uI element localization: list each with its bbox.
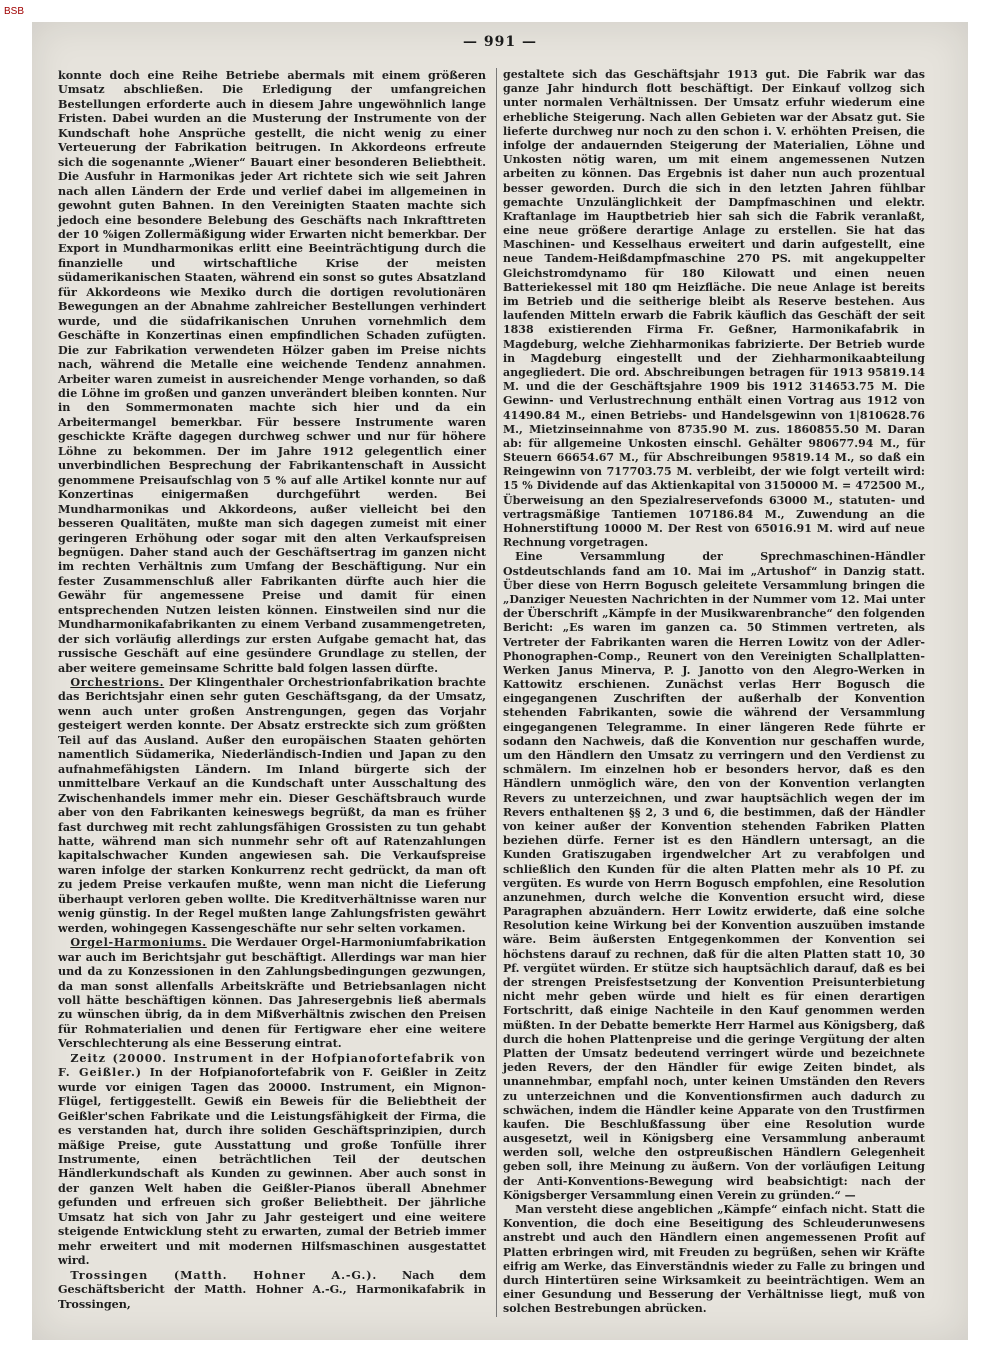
closing-paragraph: Man versteht diese angeblichen „Kämpfe“ einfach nicht. Statt die Konvention, die doch eine Beseitigung des Schleuderunwesens anstrebt und auch den Händlern einen angemessenen Profit auf Platten erbringen wird, mit Freuden zu begrüßen, sehen wir Kräfte eifrig am Werke, das Einverständnis wieder zu Falle zu bringen und durch Hintertüren seine Wirksamkeit zu beeinträchtigen. Wem an einer Gesundung und Besserung der Verhältnisse liegt, muß von solchen Bestrebungen abrücken. bbox=[503, 1203, 925, 1316]
zeitz-heading: Zeitz (20000. Instrument in der Hofpianofortefabrik von F. Geißler.) bbox=[58, 1050, 486, 1080]
orchestrions-heading: Orchestrions. bbox=[70, 675, 165, 690]
orchestrions-paragraph bbox=[58, 675, 486, 935]
harmonika-paragraph: konnte doch eine Reihe Betriebe abermals mit einem größeren Umsatz abschließen. Die Erledigung der umfangreichen Bestellungen erforderte auch in diesem Jahre ungewöhnlich lange Fristen. Dabei wurden an die Musterung der Instrumente von der Kundschaft hohe Ansprüche gestellt, die nicht wenig zu einer Verteuerung der Fabrikation beitrugen. In Akkordeons erfreute sich die sogenannte „Wiener“ Bauart einer besonderen Beliebtheit. Die Ausfuhr in Harmonikas jeder Art richtete sich wie seit Jahren nach allen Ländern der Erde und verlief dabei im allgemeinen in gewohnt guten Bahnen. In den Vereinigten Staaten machte sich jedoch eine besondere Belebung des Geschäfts nach Inkrafttreten der 10 %igen Zollermäßigung wider Erwarten nicht bemerkbar. Der Export in Mundharmonikas erlitt eine Beeinträchtigung durch die finanzielle und wirtschaftliche Krise der meisten südamerikanischen Staaten, während ein sonst so gutes Absatzland für Akkordeons wie Mexiko durch die dortigen revolutionären Bewegungen an der Abnahme zahlreicher Bestellungen verhindert wurde, und die südafrikanischen Unruhen vornehmlich dem Geschäfte in Konzertinas einen empfindlichen Schaden zufügten. Die zur Fabrikation verwendeten Hölzer gaben im Preise nichts nach, während die Metalle eine weichende Tendenz annahmen. Arbeiter waren zumeist in ausreichender Menge vorhanden, so daß die Löhne im großen und ganzen unverändert bleiben konnten. Nur in den Sommermonaten machte sich hier und da ein Arbeitermangel bemerkbar. Für bessere Instrumente waren geschickte Kräfte dagegen durchweg schwer und nur für höhere Löhne zu bekommen. Der im Jahre 1912 gelegentlich einer unverbindlichen Besprechung der Fabrikantenschaft in Aussicht genommene Preisaufschlag von 5 % auf alle Artikel konnte nur auf Konzertinas einigermaßen durchgeführt werden. Bei Mundharmonikas und Akkordeons, außer vielleicht bei den besseren Qualitäten, mußte man sich dagegen zumeist mit einer geringeren Erhöhung oder sogar mit den alten Verkaufspreisen begnügen. Daher stand auch der Geschäftsertrag im ganzen nicht im rechten Verhältnis zum Umfang der Beschäftigung. Nur ein fester Zusammenschluß aller Fabrikanten dürfte auch hier die Gewähr für angemessene Preise und damit für einen entsprechenden Nutzen leisten können. Einstweilen sind nur die Mundharmonikafabrikanten zu einem Verband zusammengetreten, der sich vorläufig allerdings zur ersten Aufgabe gemacht hat, das russische Geschäft auf eine gesündere Grundlage zu stellen, der aber weitere gemeinsame Schritte bald folgen lassen dürfte. bbox=[58, 68, 486, 675]
orgel-heading: Orgel-Harmoniums. bbox=[70, 935, 207, 950]
versammlung-text: fand am 10. Mai im „Artushof“ in Danzig statt. Über diese von Herrn Bogusch geleitete Versammlung bringen die „Danziger Neuesten Nachrichten in der Nummer vom 12. Mai unter der Überschrift „Kämpfe in der Musikwarenbranche“ den folgenden Bericht: „Es waren im ganzen ca. 50 Stimmen vertreten, als Vertreter der Fabrikanten waren die Herren Lowitz von der Adler-Phonographen-Comp., Reunert von den Vereinigten Schallplatten-Werken Janus Minerva, P. J. Janotto von den Alegro-Werken in Kattowitz erschienen. Zunächst verlas Herr Bogusch die eingegangenen Zuschriften der außerhalb der Konvention stehenden Fabrikanten, sowie die während der Versammlung eingegangenen Telegramme. In einer längeren Rede führte er sodann den Nachweis, daß die Konvention nur geschaffen wurde, um den Händlern den Umsatz zu verringern und den Verdienst zu schmälern. Im einzelnen hob er besonders hervor, daß es den Händlern unmöglich wäre, den von der Konvention verlangten Revers zu unterzeichnen, und zwar hauptsächlich wegen der im Revers enthaltenen §§ 2, 3 und 6, die bestimmen, daß der Händler von keiner außer der Konvention stehenden Fabriken Platten beziehen dürfe. Ferner ist es den Händlern untersagt, an die Kunden Gratiszugaben irgendwelcher Art zu verabfolgen und schließlich den Kunden für die alten Platten mehr als 10 Pf. zu vergüten. Es wurde von Herrn Bogusch empfohlen, eine Resolution anzunehmen, durch welche die Konvention ersucht wird, diese Paragraphen abzuändern. Herr Lowitz erwiderte, daß eine solche Resolution keine Wirkung bei der Konvention auszuüben imstande wäre. Beim äußersten Entgegenkommen der Konvention sei höchstens darauf zu rechnen, daß für die alten Platten statt 10, 30 Pf. vergütet würden. Er stütze sich hauptsächlich darauf, daß es bei der strengen Preisfestsetzung der Konvention Preisunterbietung nicht mehr geben würde und hielt es für einen derartigen Fortschritt, daß einige Nachteile in den Kauf genommen werden müßten. In der Debatte bemerkte Herr Harmel aus Königsberg, daß durch die hohen Plattenpreise und die geringe Vergütung der alten Platten der Umsatz bedeutend verringert würde und bezeichnete jeden Revers, der den Händler für ewige Zeiten bindet, als unannehmbar, empfahl noch, unter keinen Umständen den Revers zu unterzeichnen und die Konventionsfirmen auch dadurch zu schwächen, indem die Händler keine Apparate von den Trustfirmen kaufen. Die Beschlußfassung über eine Resolution wurde ausgesetzt, weil in Königsberg eine Versammlung anberaumt werden soll, welche den ostpreußischen Händlern Gelegenheit geben soll, ihre Meinung zu äußern. Von der vorläufigen Leitung der Anti-Konventions-Bewegung wird beabsichtigt: nach der Königsberger Versammlung einen Verein zu gründen.“ — bbox=[503, 564, 925, 1202]
zeitz-text: In der Hofpianofortefabrik von F. Geißler in Zeitz wurde vor einigen Tagen das 20000. Instrument, ein Mignon-Flügel, fertiggestellt. Gewiß ein Beweis für die Beliebtheit der Geißler'schen Fabrikate und die Leistungsfähigkeit der Firma, die es verstanden hat, durch ihre soliden Geschäftsprinzipien, durch mäßige Preise, gute Ausstattung und große Tonfülle ihrer Instrumente, einen beträchtlichen Teil der deutschen Händlerkundschaft als Kunden zu gewinnen. Aber auch sonst in der ganzen Welt haben die Geißler-Pianos überall Abnehmer gefunden und erfreuen sich großer Beliebtheit. Der jährliche Umsatz hat sich von Jahr zu Jahr gesteigert und eine weitere steigende Entwicklung steht zu erwarten, zumal der Betrieb immer mehr erweitert und mit modernen Hilfsmaschinen ausgestattet wird. bbox=[58, 1065, 486, 1268]
right-column bbox=[496, 68, 925, 1317]
orgel-text: Die Werdauer Orgel-Harmoniumfabrikation war auch im Berichtsjahr gut beschäftigt. Allerdings war man hier und da zu Konzessionen in den Zahlungsbedingungen gezwungen, da man sonst allenfalls Arbeitskräfte und Betriebsanlagen nicht voll hätte beschäftigen können. Das Jahresergebnis ließ abermals zu wünschen übrig, da in dem Mißverhältnis zwischen den Preisen für Rohmaterialien und denen für Fertigware eher eine weitere Verschlechterung als eine Besserung eintrat. bbox=[58, 935, 486, 1051]
trossingen-text: Nach dem Geschäftsbericht der Matth. Hohner A.-G., Harmonikafabrik in Trossingen, bbox=[58, 1267, 486, 1311]
orgel-paragraph bbox=[58, 935, 486, 1051]
left-column bbox=[58, 68, 486, 1311]
trossingen-paragraph bbox=[58, 1268, 486, 1311]
orchestrions-text: Der Klingenthaler Orchestrionfabrikation brachte das Berichtsjahr einen sehr guten Geschäftsgang, da der Umsatz, wenn auch unter großen Anstrengungen, gegen das Vorjahr gesteigert werden konnte. Der Absatz erstreckte sich zum größten Teil auf das Ausland. Außer den europäischen Staaten gehörten namentlich Südamerika, Niederländisch-Indien und Japan zu den aufnahmefähigsten Ländern. Im Inland bürgerte sich der unmittelbare Verkauf an die Kundschaft unter Ausschaltung des Zwischenhandels immer mehr ein. Dieser Geschäftsbrauch wurde aber von den Fabrikanten keineswegs begrüßt, da man es früher fast durchweg mit recht zahlungsfähigen Grossisten zu tun gehabt hatte, während man sich nunmehr sehr oft auf Ratenzahlungen kapitalschwacher Kunden angewiesen sah. Die Verkaufspreise waren infolge der starken Konkurrenz recht gedrückt, da man oft zu jedem Preise verkaufen mußte, wenn man nicht die Lieferung überhaupt verloren geben wollte. Die Kreditverhältnisse waren nur wenig günstig. In der Regel mußten lange Zahlungsfristen gewährt werden, wohingegen Kassengeschäfte nur sehr selten vorkamen. bbox=[58, 675, 486, 935]
bsb-watermark: BSB bbox=[4, 6, 25, 17]
zeitz-paragraph bbox=[58, 1051, 486, 1268]
page-number: — 991 — bbox=[463, 34, 537, 50]
versammlung-paragraph bbox=[503, 550, 925, 1203]
versammlung-heading: Eine Versammlung der Sprechmaschinen-Händler Ostdeutschlands bbox=[503, 550, 925, 578]
scanned-page bbox=[32, 22, 968, 1340]
hohner-paragraph: gestaltete sich das Geschäftsjahr 1913 gut. Die Fabrik war das ganze Jahr hindurch flott beschäftigt. Der Einkauf vollzog sich unter normalen Verhältnissen. Der Umsatz erfuhr wiederum eine erhebliche Steigerung. Nach allen Gebieten war der Absatz gut. Sie lieferte durchweg nur noch zu den schon i. V. erhöhten Preisen, die infolge der andauernden Steigerung der Materialien, Löhne und Unkosten nötig waren, um mit einem angemessenen Nutzen arbeiten zu können. Das Ergebnis ist daher nun auch prozentual besser geworden. Durch die sich in den letzten Jahren fühlbar gemachte Unzulänglichkeit der Dampfmaschinen und elektr. Kraftanlage im Hauptbetrieb hier sah sich die Fabrik veranlaßt, eine neue größere derartige Anlage zu erstellen. Sie hat das Maschinen- und Kesselhaus erweitert und darin aufgestellt, eine neue Tandem-Heißdampfmaschine 270 PS. mit angekuppelter Gleichstromdynamo für 180 Kilowatt und einen neuen Batteriekessel mit 180 qm Heizfläche. Die neue Anlage ist bereits im Betrieb und die seitherige bleibt als Reserve bestehen. Aus laufenden Mitteln erwarb die Fabrik käuflich das Geschäft der seit 1838 existierenden Firma Fr. Geßner, Harmonikafabrik in Magdeburg, welche Ziehharmonikas fabrizierte. Der Betrieb wurde in Magdeburg eingestellt und der Ziehharmonikaabteilung angegliedert. Die ord. Abschreibungen betragen für 1913 95819.14 M. und die der Geschäftsjahre 1909 bis 1912 314653.75 M. Die Gewinn- und Verlustrechnung enthält einen Vortrag aus 1912 von 41490.84 M., einen Betriebs- und Handelsgewinn von 1|810628.76 M., Mietzinseinnahme von 8735.90 M. zus. 1860855.50 M. Daran ab: für allgemeine Unkosten einschl. Gehälter 980677.94 M., für Steuern 66654.67 M., für Abschreibungen 95819.14 M., so daß ein Reingewinn von 717703.75 M. verbleibt, der wie folgt verteilt wird: 15 % Dividende auf das Aktienkapital von 3150000 M. = 472500 M., Überweisung an den Spezialreservefonds 63000 M., statuten- und vertragsmäßige Tantiemen 107186.84 M., Zuwendung an die Hohnerstiftung 10000 M. Der Rest von 65016.91 M. wird auf neue Rechnung vorgetragen. bbox=[503, 68, 925, 550]
trossingen-heading: Trossingen (Matth. Hohner A.-G.). bbox=[70, 1267, 378, 1282]
